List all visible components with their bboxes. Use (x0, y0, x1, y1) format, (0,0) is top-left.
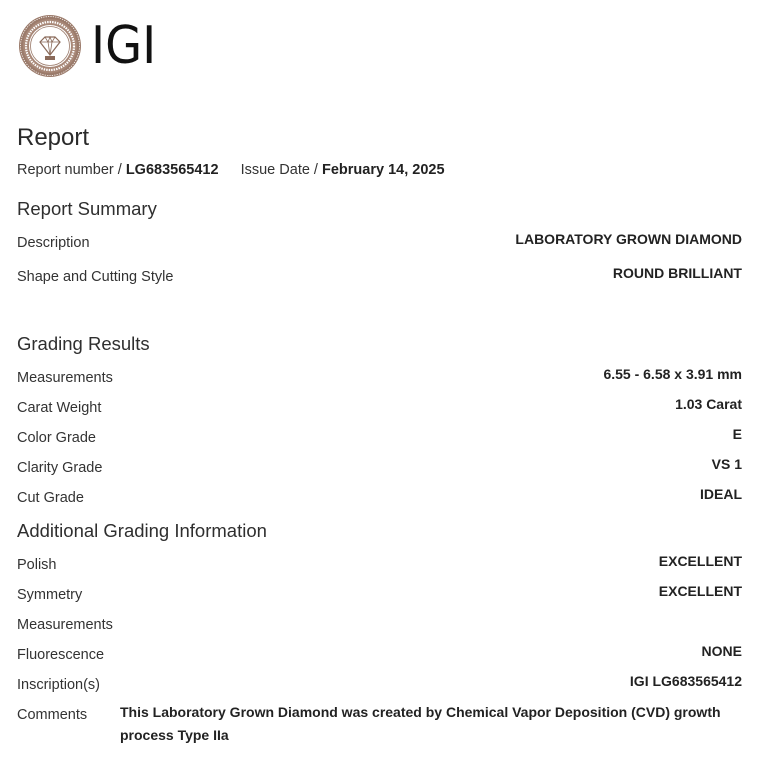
row-value-fluorescence: NONE (701, 643, 742, 659)
issue-date-value: February 14, 2025 (322, 162, 445, 178)
report-number-label: Report number / (17, 162, 122, 178)
report-number-value: LG683565412 (125, 162, 219, 178)
row-value-color: E (732, 426, 742, 442)
row-label-measurements: Measurements (17, 370, 113, 386)
row-label-polish: Polish (17, 557, 57, 573)
row-label-cut: Cut Grade (17, 490, 84, 506)
section-heading-additional: Additional Grading Information (17, 520, 267, 541)
logo-wordmark: IGI (91, 16, 157, 76)
row-label-description: Description (17, 235, 90, 251)
row-value-clarity: VS 1 (711, 456, 742, 472)
row-label-shape: Shape and Cutting Style (17, 269, 174, 285)
row-label-clarity: Clarity Grade (17, 460, 103, 476)
row-label-measurements-additional: Measurements (17, 617, 113, 633)
row-value-carat: 1.03 Carat (675, 396, 742, 412)
row-label-comments: Comments (17, 707, 88, 723)
igi-logo (18, 14, 162, 78)
row-value-shape: ROUND BRILLIANT (612, 265, 742, 281)
row-label-carat: Carat Weight (17, 400, 102, 416)
row-label-inscription: Inscription(s) (17, 677, 100, 693)
row-value-cut: IDEAL (700, 486, 742, 502)
row-value-inscription: IGI LG683565412 (629, 673, 742, 689)
row-value-polish: EXCELLENT (658, 553, 742, 569)
section-heading-summary: Report Summary (17, 198, 157, 219)
issue-date-label: Issue Date / (240, 162, 318, 178)
row-label-color: Color Grade (17, 430, 96, 446)
row-value-symmetry: EXCELLENT (658, 583, 742, 599)
page-title: Report (17, 124, 90, 151)
section-heading-grading: Grading Results (17, 333, 150, 354)
igi-seal-icon (18, 14, 82, 78)
row-value-measurements: 6.55 - 6.58 x 3.91 mm (603, 366, 742, 382)
row-value-description: LABORATORY GROWN DIAMOND (515, 231, 742, 247)
report-meta (17, 162, 445, 178)
row-label-symmetry: Symmetry (17, 587, 83, 603)
row-value-comments: This Laboratory Grown Diamond was created by Chemical Vapor Deposition (CVD) growth process Type IIa (120, 704, 721, 743)
row-label-fluorescence: Fluorescence (17, 647, 105, 663)
